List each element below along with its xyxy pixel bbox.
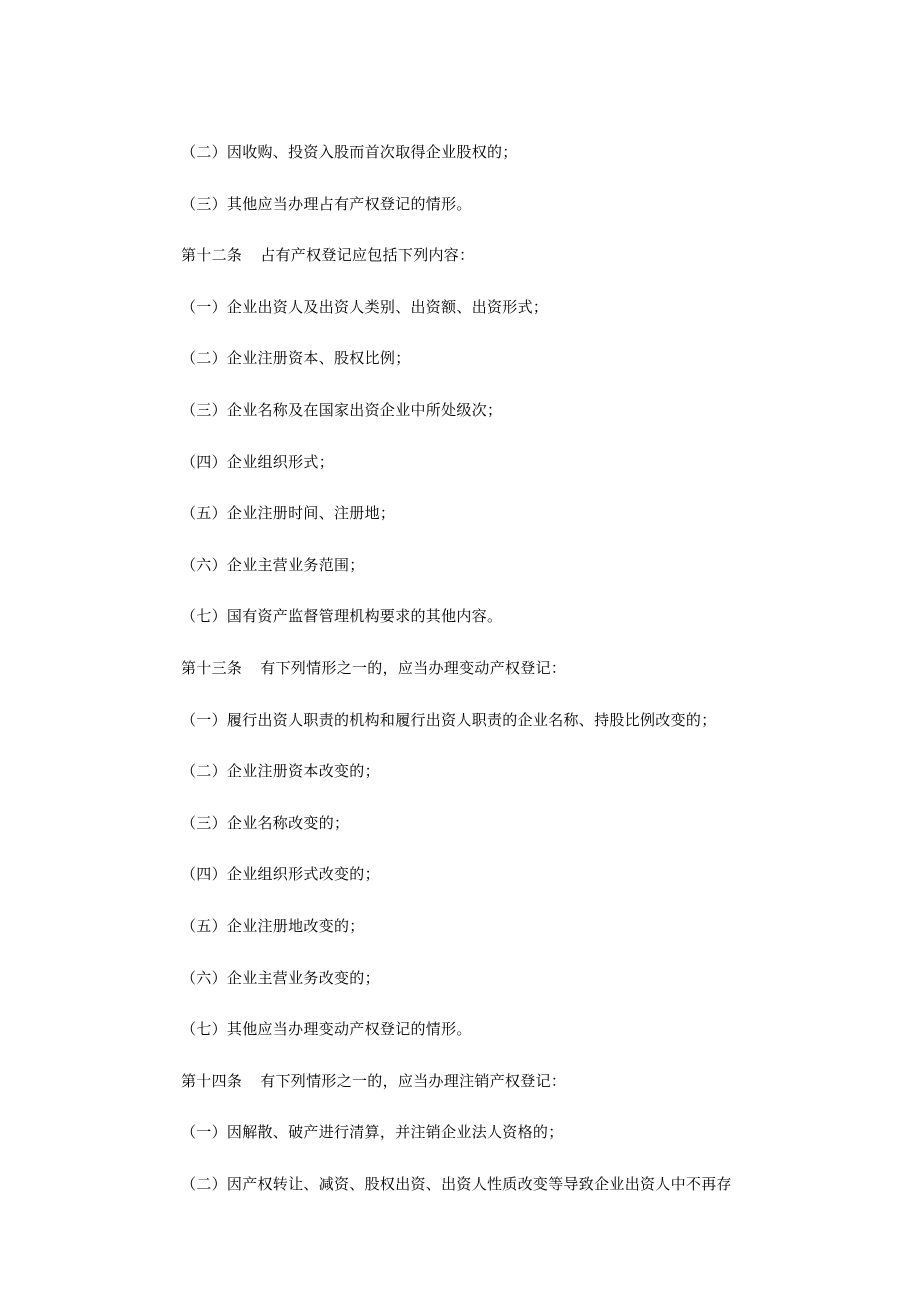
list-item: （二）企业注册资本、股权比例； [181, 349, 411, 368]
list-item: （三）企业名称改变的； [181, 813, 350, 832]
list-item: （五）企业注册地改变的； [181, 916, 365, 935]
list-item: （一）履行出资人职责的机构和履行出资人职责的企业名称、持股比例改变的； [181, 710, 717, 729]
list-item: （六）企业主营业务改变的； [181, 968, 380, 987]
document-body [181, 139, 801, 1222]
list-item: （四）企业组织形式改变的； [181, 865, 380, 884]
list-item: （六）企业主营业务范围； [181, 555, 365, 574]
list-item: （三）企业名称及在国家出资企业中所处级次； [181, 400, 503, 419]
article-text: 占有产权登记应包括下列内容： [260, 246, 475, 265]
list-item: （一）企业出资人及出资人类别、出资额、出资形式； [181, 297, 549, 316]
article-number: 第十四条 [181, 1071, 243, 1090]
article-heading [181, 242, 801, 294]
list-item: （七）其他应当办理变动产权登记的情形。 [181, 1020, 472, 1039]
list-item: （二）因收购、投资入股而首次取得企业股权的； [181, 143, 518, 161]
list-item: （三）其他应当办理占有产权登记的情形。 [181, 194, 472, 213]
article-number: 第十三条 [181, 658, 243, 677]
article-number: 第十二条 [181, 246, 243, 265]
list-item: （五）企业注册时间、注册地； [181, 504, 396, 523]
list-item: （一）因解散、破产进行清算，并注销企业法人资格的； [181, 1123, 564, 1142]
list-item: （四）企业组织形式； [181, 452, 335, 471]
article-text: 有下列情形之一的，应当办理变动产权登记： [260, 658, 567, 677]
article-text: 有下列情形之一的，应当办理注销产权登记： [260, 1071, 567, 1090]
article-heading [181, 655, 801, 707]
list-item: （二）企业注册资本改变的； [181, 762, 380, 781]
list-item: （七）国有资产监督管理机构要求的其他内容。 [181, 607, 503, 626]
list-item: （二）因产权转让、减资、股权出资、出资人性质改变等导致企业出资人中不再存 [181, 1174, 732, 1193]
article-heading [181, 1068, 801, 1120]
